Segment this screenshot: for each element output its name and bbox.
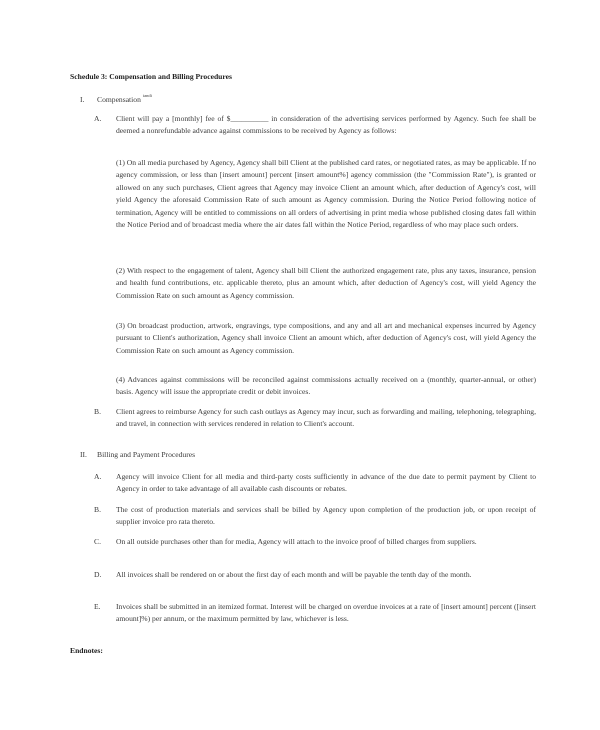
item-label: E.	[94, 602, 101, 611]
footnote-marker: iandi	[142, 93, 152, 98]
item-text: Client agrees to reimburse Agency for such cash outlays as Agency may incur, such as forwarding and mailing, telephoning, telegraphing, and travel, in connection with services rendered in relation to Client's account.	[116, 407, 536, 429]
section-2-heading: Billing and Payment Procedures	[97, 450, 196, 459]
item-text: All invoices shall be rendered on or about the first day of each month and will be payable the tenth day of the month.	[116, 570, 472, 579]
item-text: Invoices shall be submitted in an itemized format. Interest will be charged on overdue invoices at a rate of [insert amount] percent ([insert amount]%) per annum, or the maximum permitted by law, whichever is less.	[116, 602, 536, 624]
section-1-item-a	[94, 113, 536, 138]
item-label: D.	[94, 570, 102, 579]
item-label: A.	[94, 114, 102, 123]
section-1-heading	[97, 95, 152, 104]
section-1-subitem-3: (3) On broadcast production, artwork, engravings, type compositions, and any and all art and mechanical expenses incurred by Agency pursuant to Client's authorization, Agency shall invoice Client an amount which, after deduction of Agency's cost, will yield Agency the Commission Rate on such amount as Agency commission.	[116, 321, 536, 355]
section-2-item-a	[94, 471, 536, 496]
section-2-item-b	[94, 504, 536, 529]
item-text: The cost of production materials and services shall be billed by Agency upon completion of the production job, or upon receipt of supplier invoice pro rata thereto.	[116, 505, 536, 527]
item-text: On all outside purchases other than for media, Agency will attach to the invoice proof of billed charges from suppliers.	[116, 537, 477, 546]
section-2-item-c	[94, 536, 536, 548]
section-1-subitem-2: (2) With respect to the engagement of talent, Agency shall bill Client the authorized engagement rate, plus any taxes, insurance, pension and health fund contributions, etc. applicable thereto, plus an amount which, after deduction of Agency's cost, will yield Agency the Commission Rate on such amount as Agency commission.	[116, 266, 536, 300]
section-1-subitem-4: (4) Advances against commissions will be reconciled against commissions actually received on a (monthly, quarter-annual, or other) basis. Agency will issue the appropriate credit or debit invoices.	[116, 375, 536, 397]
item-text: Agency will invoice Client for all media and third-party costs sufficiently in advance of the due date to permit payment by Client to Agency in order to take advantage of all available cash discounts or rebates.	[116, 472, 536, 494]
section-1-item-b	[94, 406, 536, 431]
item-label: B.	[94, 407, 101, 416]
item-text: Client will pay a [monthly] fee of $__________ in consideration of the advertising services performed by Agency. Such fee shall be deemed a nonrefundable advance against commissions to be received by Agency as follows:	[116, 114, 536, 136]
item-label: A.	[94, 472, 102, 481]
section-2-item-e	[94, 601, 536, 626]
section-1-numeral: I.	[80, 95, 85, 104]
section-1-subitem-1: (1) On all media purchased by Agency, Agency shall bill Client at the published card rates, or negotiated rates, as may be applicable. If no agency commission, or less than [insert amount] percent [insert amount%] agency commission (the "Commission Rate"), is granted or allowed on any such purchases, Client agrees that Agency may invoice Client an amount which, after deduction of Agency's cost, will yield Agency the aforesaid Commission Rate of such amount as Agency commission. During the Notice Period following notice of termination, Agency will be entitled to commissions on all orders of advertising in print media whose published closing dates fall within the Notice Period and of broadcast media where the air dates fall within the Notice Period, regardless of who may place such orders.	[116, 158, 536, 230]
section-2-item-d	[94, 569, 536, 581]
section-1-heading-text: Compensation	[97, 95, 141, 104]
endnotes-heading: Endnotes:	[70, 646, 103, 655]
document-title: Schedule 3: Compensation and Billing Procedures	[70, 72, 232, 81]
section-2-numeral: II.	[80, 450, 87, 459]
item-label: B.	[94, 505, 101, 514]
item-label: C.	[94, 537, 101, 546]
